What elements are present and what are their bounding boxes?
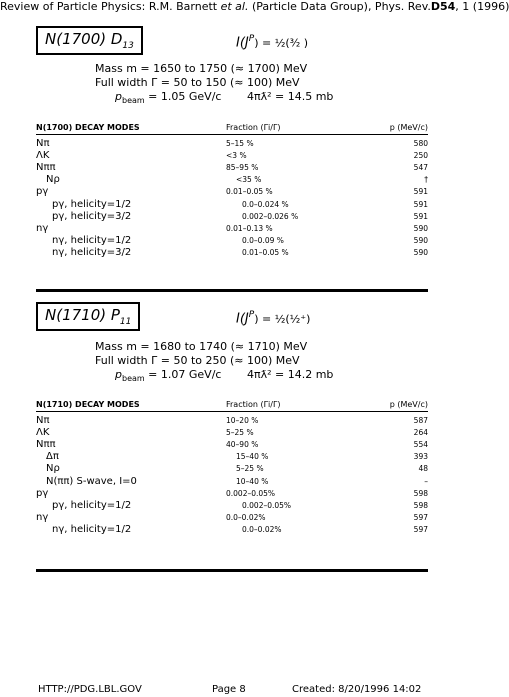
particle-wave-sub: 13 [122, 41, 134, 51]
decay-fraction: <35 % [236, 175, 262, 185]
decay-mode: pγ, helicity=1/2 [52, 499, 132, 511]
decay-fraction: 0.01–0.13 % [226, 223, 273, 233]
decay-momentum: 48 [418, 464, 428, 474]
decay-row [36, 524, 428, 536]
ijp-rest: ) = ½(³⁄₂ ) [254, 36, 309, 50]
decay-table [36, 398, 428, 536]
decay-row [36, 149, 428, 161]
ijp-i: I(J [236, 35, 249, 51]
decay-fraction: <3 % [226, 150, 247, 160]
decay-row [36, 426, 428, 438]
decay-row [36, 512, 428, 524]
header-group: (Particle Data Group), Phys. Rev. [251, 0, 431, 13]
decay-mode: Nππ [36, 161, 56, 173]
decay-fraction: 0.0–0.024 % [242, 199, 289, 209]
decay-momentum: 587 [413, 415, 428, 425]
decay-momentum: 591 [413, 199, 428, 209]
decay-row [36, 499, 428, 511]
decay-mode: pγ, helicity=3/2 [52, 210, 132, 222]
decay-mode: N(ππ) S-wave, I=0 [46, 475, 137, 487]
decay-fraction: 0.002–0.026 % [242, 211, 299, 221]
momentum-header: p (MeV/c) [389, 399, 428, 409]
decay-row [36, 222, 428, 234]
footer-page: Page 8 [212, 684, 246, 695]
decay-mode: nγ [36, 512, 49, 524]
beam-line [95, 90, 333, 108]
momentum-header: p (MeV/c) [389, 122, 428, 132]
decay-mode: nγ, helicity=1/2 [52, 524, 132, 536]
beam-sub: beam [121, 96, 145, 106]
decay-table-header [36, 398, 428, 410]
decay-mode: Nππ [36, 438, 56, 450]
decay-momentum: 590 [413, 248, 428, 258]
decay-fraction: 10–20 % [226, 415, 259, 425]
decay-row [36, 161, 428, 173]
particle-properties [95, 340, 333, 386]
decay-fraction: 5–25 % [226, 427, 254, 437]
decay-fraction: 0.0–0.02% [226, 513, 266, 523]
decay-fraction: 0.0–0.02% [242, 525, 282, 535]
decay-fraction: 15–40 % [236, 452, 269, 462]
decay-mode: nγ, helicity=1/2 [52, 235, 132, 247]
fraction-header: Fraction (Γi/Γ) [226, 122, 281, 132]
decay-momentum: 250 [413, 150, 428, 160]
decay-row [36, 186, 428, 198]
quantum-numbers [236, 310, 310, 326]
decay-row [36, 174, 428, 186]
decay-mode: Nπ [36, 137, 50, 149]
decay-momentum: 580 [413, 138, 428, 148]
particle-wave-sub: 11 [119, 317, 132, 327]
decay-row [36, 210, 428, 222]
ijp-parity: P [248, 34, 255, 44]
decay-momentum: 590 [413, 236, 428, 246]
decay-fraction: 85–95 % [226, 162, 259, 172]
decay-fraction: 40–90 % [226, 439, 259, 449]
decay-title: N(1710) DECAY MODES [36, 399, 140, 409]
decay-momentum: 590 [413, 223, 428, 233]
decay-title: N(1700) DECAY MODES [36, 122, 140, 132]
decay-momentum: – [424, 476, 428, 486]
decay-rows [36, 137, 428, 259]
decay-mode: Nπ [36, 414, 50, 426]
particle-title-box [36, 26, 143, 55]
quantum-numbers [236, 34, 308, 50]
decay-rows [36, 414, 428, 536]
decay-mode: pγ, helicity=1/2 [52, 198, 132, 210]
decay-mode: Nρ [46, 463, 60, 475]
width-line: Full width Γ = 50 to 150 (≈ 100) MeV [95, 76, 300, 89]
fraction-header: Fraction (Γi/Γ) [226, 399, 281, 409]
footer-url: HTTP://PDG.LBL.GOV [38, 684, 142, 695]
particle-title-box [36, 302, 140, 331]
decay-mode: Δπ [46, 451, 59, 463]
header-authors: R.M. Barnett [148, 0, 218, 13]
cross-section: 4πƛ² = 14.5 mb [246, 90, 334, 103]
decay-momentum: 591 [413, 211, 428, 221]
decay-row [36, 463, 428, 475]
footer-created: Created: 8/20/1996 14:02 [292, 684, 422, 695]
decay-mode: ΛK [36, 426, 50, 438]
decay-fraction: 0.0–0.09 % [242, 236, 284, 246]
decay-momentum: † [424, 175, 428, 185]
header-rule [36, 411, 428, 412]
decay-row [36, 475, 428, 487]
particle-name: N(1710) P [45, 306, 120, 324]
decay-row [36, 235, 428, 247]
decay-table [36, 121, 428, 259]
decay-row [36, 487, 428, 499]
decay-mode: nγ, helicity=3/2 [52, 247, 132, 259]
beam-p: p [115, 90, 122, 103]
decay-row [36, 137, 428, 149]
decay-row [36, 198, 428, 210]
decay-row [36, 247, 428, 259]
decay-table-header [36, 121, 428, 133]
decay-mode: pγ [36, 487, 49, 499]
particle-name: N(1700) D [45, 30, 123, 48]
decay-fraction: 0.01–0.05 % [242, 248, 289, 258]
decay-momentum: 591 [413, 187, 428, 197]
decay-mode: pγ [36, 186, 49, 198]
header-etal: et al. [220, 0, 249, 13]
section-divider [36, 289, 428, 292]
decay-fraction: 0.002–0.05% [226, 488, 276, 498]
section-divider [36, 569, 428, 572]
decay-fraction: 5–25 % [236, 464, 264, 474]
decay-momentum: 597 [413, 513, 428, 523]
beam-p: p [115, 368, 122, 381]
header-tail: , 1 (1996) [455, 0, 509, 13]
decay-momentum: 547 [413, 162, 428, 172]
decay-fraction: 0.01–0.05 % [226, 187, 273, 197]
cross-section: 4πƛ² = 14.2 mb [246, 368, 334, 381]
decay-fraction: 5–15 % [226, 138, 254, 148]
decay-momentum: 554 [413, 439, 428, 449]
particle-properties [95, 62, 333, 108]
decay-mode: Nρ [46, 174, 60, 186]
decay-mode: nγ [36, 222, 49, 234]
decay-momentum: 598 [413, 488, 428, 498]
mass-line: Mass m = 1680 to 1740 (≈ 1710) MeV [95, 340, 308, 353]
ijp-rest: ) = ½(½⁺) [254, 312, 311, 326]
decay-mode: ΛK [36, 149, 50, 161]
decay-row [36, 438, 428, 450]
decay-row [36, 414, 428, 426]
beam-line [95, 368, 333, 386]
decay-momentum: 393 [413, 452, 428, 462]
running-header [0, 0, 509, 14]
beam-sub: beam [121, 374, 145, 384]
decay-momentum: 264 [413, 427, 428, 437]
decay-fraction: 0.002–0.05% [242, 500, 292, 510]
beam-value: = 1.05 GeV/c [144, 90, 222, 103]
ijp-i: I(J [236, 311, 249, 327]
header-volume: D54 [430, 0, 456, 13]
header-prefix: Review of Particle Physics: [0, 0, 146, 13]
mass-line: Mass m = 1650 to 1750 (≈ 1700) MeV [95, 62, 308, 75]
header-rule [36, 134, 428, 135]
decay-momentum: 597 [413, 525, 428, 535]
width-line: Full width Γ = 50 to 250 (≈ 100) MeV [95, 354, 300, 367]
decay-fraction: 10–40 % [236, 476, 269, 486]
decay-row [36, 451, 428, 463]
decay-momentum: 598 [413, 500, 428, 510]
ijp-parity: P [248, 310, 255, 320]
beam-value: = 1.07 GeV/c [144, 368, 222, 381]
